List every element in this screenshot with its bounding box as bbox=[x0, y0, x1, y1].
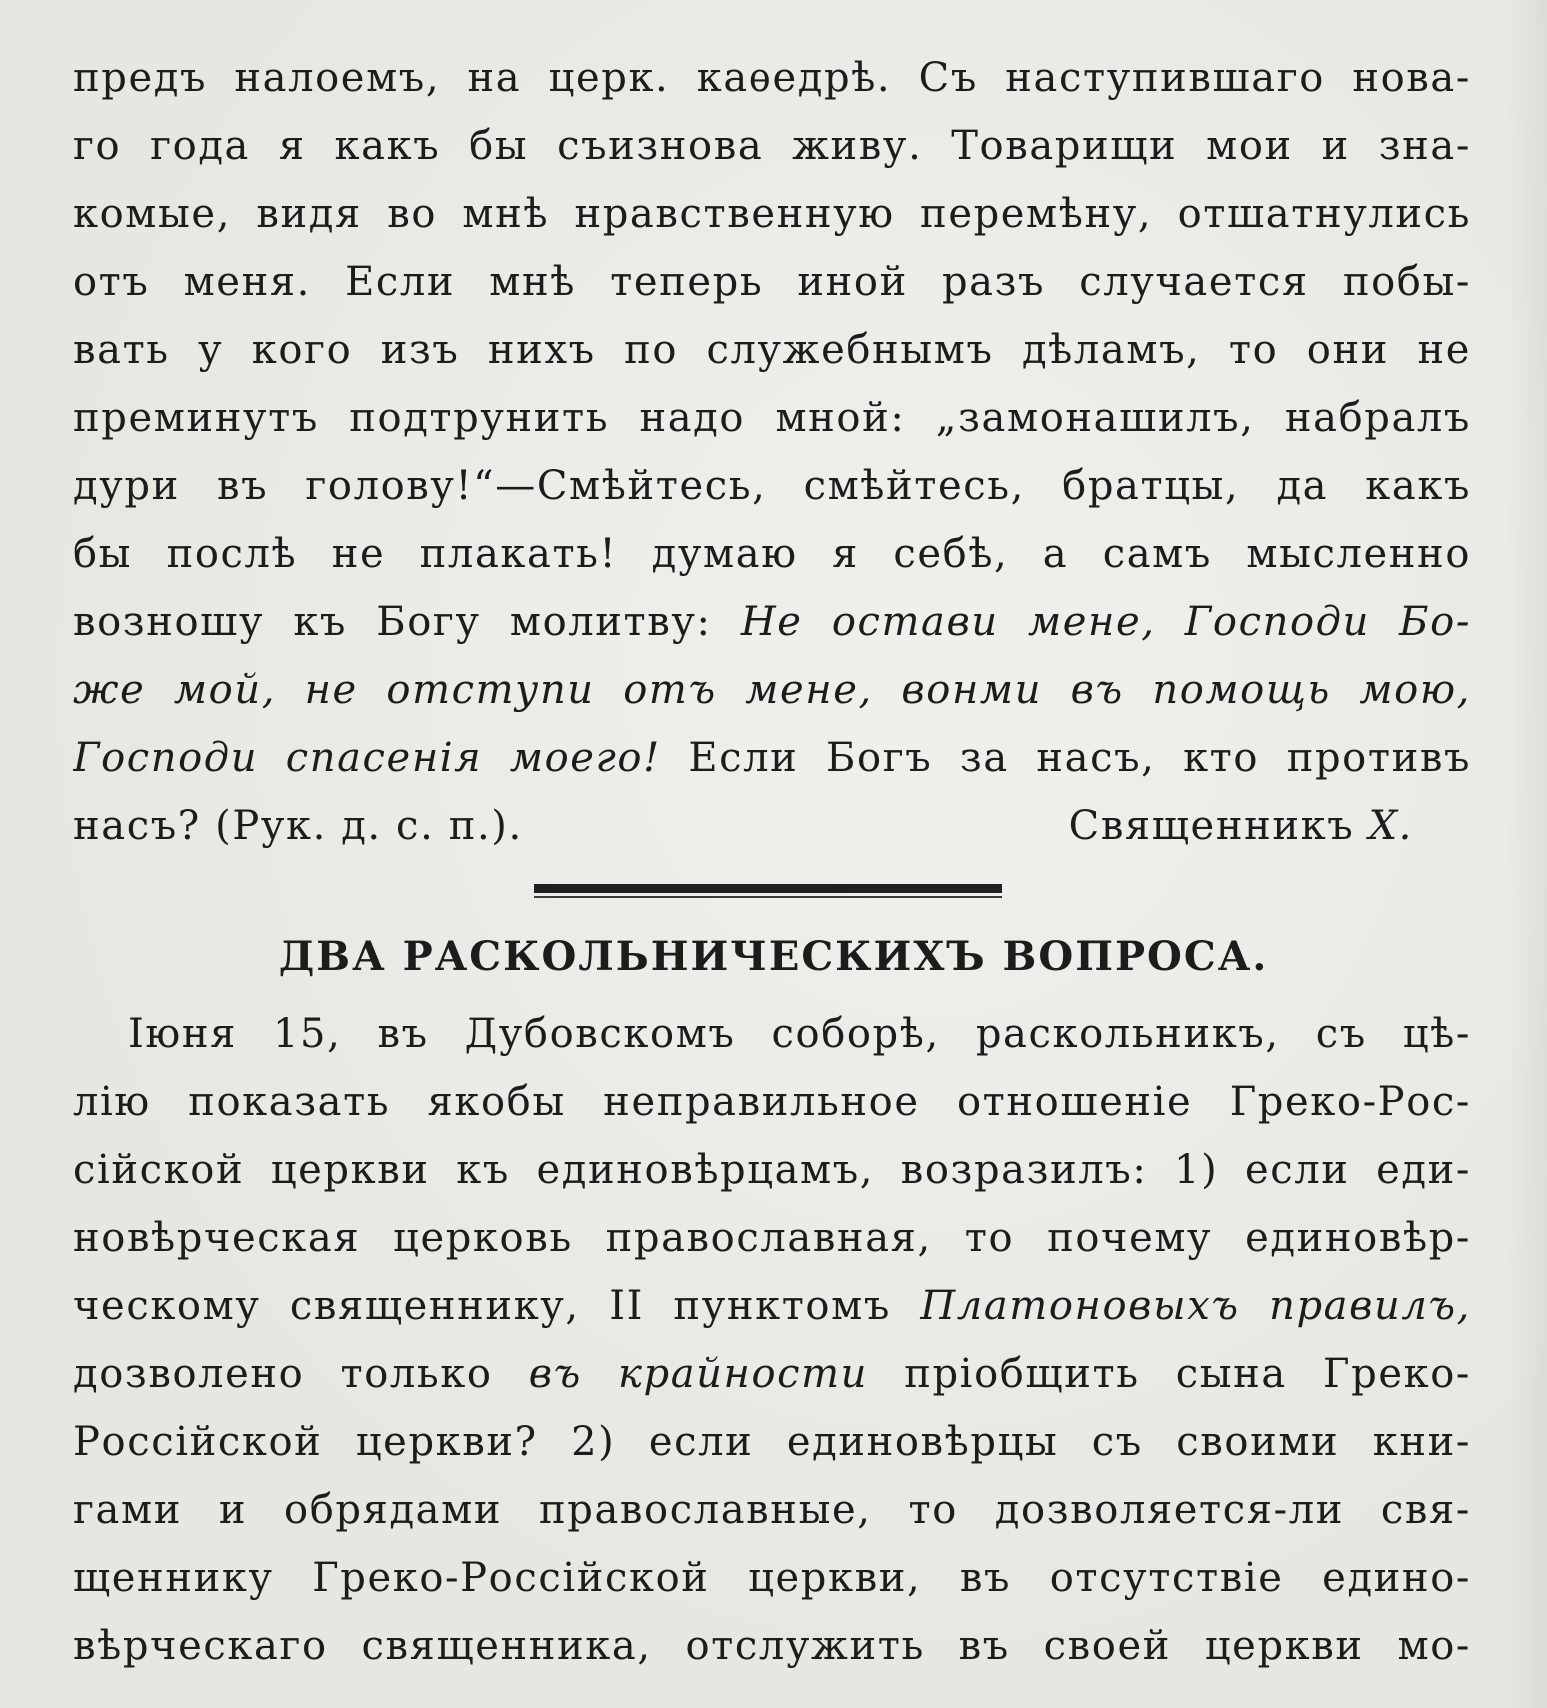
text-line: дури въ голову!“—Смѣйтесь, смѣйтесь, братцы, да какъ bbox=[73, 463, 1471, 509]
signature bbox=[1069, 792, 1413, 860]
page-edge-shadow bbox=[1507, 0, 1547, 1708]
text-line-rules bbox=[73, 1272, 1471, 1340]
text-segment: Если Богъ за насъ, кто противъ bbox=[660, 735, 1471, 781]
italic-segment: Не остави мене, Господи Бо- bbox=[740, 599, 1471, 645]
text-line: бы послѣ не плакать! думаю я себѣ, а самъ мысленно bbox=[73, 531, 1471, 577]
text-line: Іюня 15, въ Дубовскомъ соборѣ, раскольникъ, съ цѣ- bbox=[128, 1011, 1471, 1057]
text-segment: ческому священнику, II пунктомъ bbox=[73, 1283, 921, 1329]
text-line: сійской церкви къ единовѣрцамъ, возразилъ: 1) если еди- bbox=[73, 1147, 1471, 1193]
text-line: гами и обрядами православные, то дозволяется-ли свя- bbox=[73, 1487, 1471, 1533]
text-column-bottom bbox=[73, 1000, 1471, 1680]
text-segment: дозволено только bbox=[73, 1351, 529, 1397]
text-line: лію показать якобы неправильное отношеніе Греко-Рос- bbox=[73, 1079, 1471, 1125]
italic-segment: Господи спасенія моего! bbox=[73, 735, 661, 781]
text-line-extremity bbox=[73, 1340, 1471, 1408]
text-line-prayer-start bbox=[73, 588, 1471, 656]
text-line: новѣрческая церковь православная, то почему единовѣр- bbox=[73, 1215, 1471, 1261]
source-reference: насъ? (Рук. д. с. п.). bbox=[73, 803, 523, 849]
signature-title: Священникъ bbox=[1068, 803, 1355, 849]
text-column-top bbox=[73, 44, 1471, 860]
section-divider bbox=[534, 884, 1002, 898]
text-segment: возношу къ Богу молитву: bbox=[73, 599, 741, 645]
text-line: вать у кого изъ нихъ по служебнымъ дѣламъ, то они не bbox=[73, 327, 1471, 373]
text-line-prayer: же мой, не отступи отъ мене, вонми въ помощь мою, bbox=[73, 667, 1471, 713]
divider-thin-line bbox=[534, 896, 1002, 898]
signature-initial: Х. bbox=[1368, 803, 1413, 849]
section-heading: ДВА РАСКОЛЬНИЧЕСКИХЪ ВОПРОСА. bbox=[278, 933, 1269, 980]
text-line-signature bbox=[73, 792, 1471, 860]
text-line: вѣрческаго священника, отслужить въ своей церкви мо- bbox=[73, 1623, 1471, 1669]
text-line: комые, видя во мнѣ нравственную перемѣну, отшатнулись bbox=[73, 191, 1471, 237]
italic-segment: Платоновыхъ правилъ, bbox=[920, 1283, 1471, 1329]
text-segment: пріобщить сына Греко- bbox=[868, 1351, 1471, 1397]
text-line: преминутъ подтрунить надо мной: „замонашилъ, набралъ bbox=[73, 395, 1471, 441]
text-line: щеннику Греко-Россійской церкви, въ отсутствіе едино- bbox=[73, 1555, 1471, 1601]
text-line: Россійской церкви? 2) если единовѣрцы съ своими кни- bbox=[73, 1419, 1471, 1465]
divider-thick-line bbox=[534, 884, 1002, 893]
text-line: предъ налоемъ, на церк. каѳедрѣ. Съ наступившаго нова- bbox=[73, 55, 1471, 101]
text-line: отъ меня. Если мнѣ теперь иной разъ случается побы- bbox=[73, 259, 1471, 305]
text-line-prayer-end bbox=[73, 724, 1471, 792]
italic-segment: въ крайности bbox=[528, 1351, 869, 1397]
text-line: го года я какъ бы съизнова живу. Товарищи мои и зна- bbox=[73, 123, 1471, 169]
